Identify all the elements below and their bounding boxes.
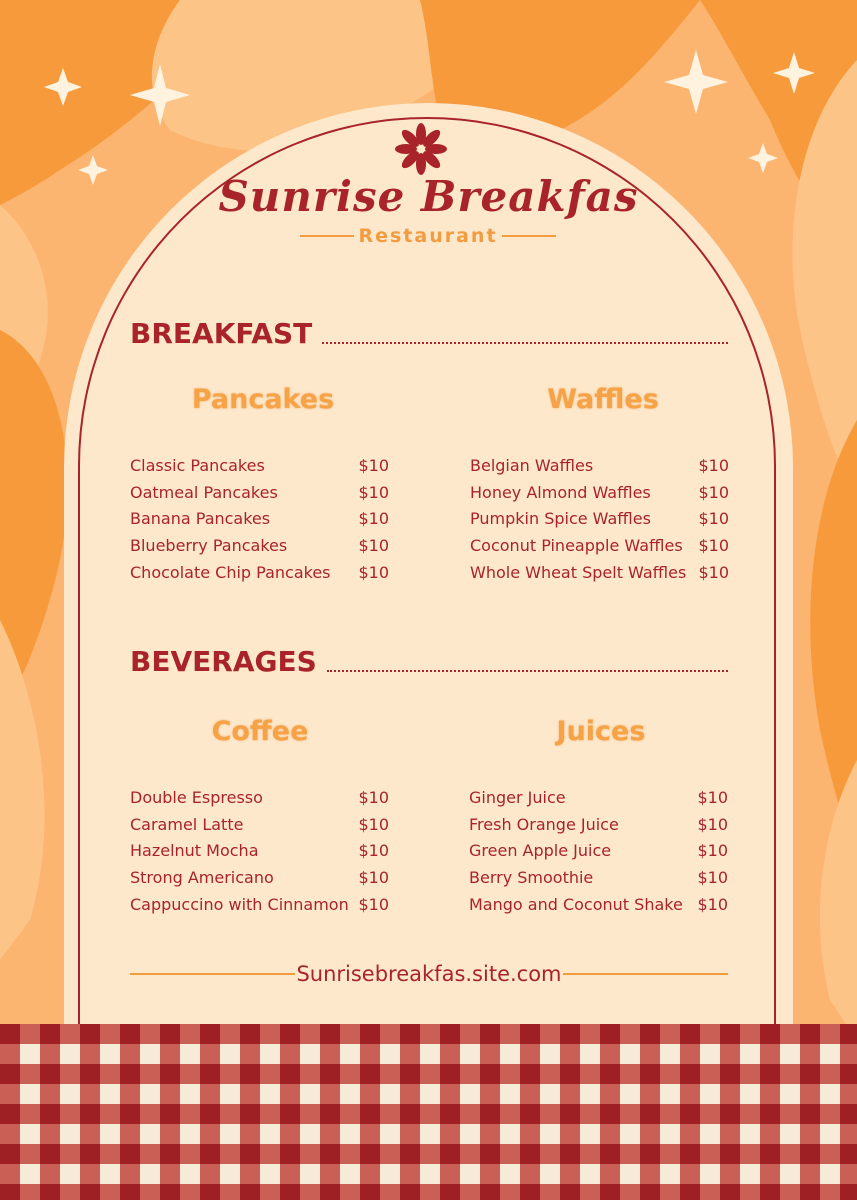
divider [130,973,295,975]
menu-item [130,841,389,868]
category-title-juices: Juices [556,716,646,747]
menu-item-name: Ginger Juice [469,788,566,807]
menu-item-price: $10 [697,814,728,834]
section-title: BREAKFAST [130,317,313,350]
menu-item-name: Belgian Waffles [470,456,594,475]
menu-list-waffles [470,456,729,589]
restaurant-tagline: Restaurant [358,225,498,247]
menu-item-name: Pumpkin Spice Waffles [470,509,651,529]
menu-item-name: Fresh Orange Juice [469,814,619,834]
website-link[interactable]: Sunrisebreakfas.site.com [296,962,562,986]
menu-item [470,456,729,483]
menu-item-price: $10 [697,894,728,914]
menu-item [130,788,389,815]
menu-item [469,868,728,895]
menu-item-price: $10 [358,841,389,861]
menu-item-price: $10 [358,482,389,502]
menu-item [130,509,389,536]
menu-item-price: $10 [358,562,389,582]
menu-item-name: Oatmeal Pancakes [130,482,278,502]
menu-list-coffee [130,788,389,921]
category-title-waffles: Waffles [547,384,659,415]
menu-item-price: $10 [697,841,728,861]
menu-item [130,563,389,590]
menu-item [469,788,728,815]
menu-item-price: $10 [358,536,389,556]
menu-item-name: Whole Wheat Spelt Waffles [470,562,687,582]
flower-icon [394,122,448,176]
menu-item [469,815,728,842]
footer [130,962,728,986]
menu-item [470,483,729,510]
menu-item-price: $10 [358,868,389,888]
menu-item [470,536,729,563]
category-title-pancakes: Pancakes [191,384,335,415]
menu-item-name: Mango and Coconut Shake [469,894,683,914]
menu-item [130,456,389,483]
menu-item-name: Blueberry Pancakes [130,536,288,556]
menu-item-name: Berry Smoothie [469,868,594,888]
menu-item-name: Caramel Latte [130,814,244,834]
menu-item [130,815,389,842]
menu-item [130,536,389,563]
divider [563,973,728,975]
gingham-tablecloth [0,1024,857,1200]
menu-item-name: Chocolate Chip Pancakes [130,562,331,582]
menu-item-price: $10 [358,814,389,834]
section-heading-breakfast [130,317,728,350]
arch-border [78,117,776,1077]
menu-item-name: Hazelnut Mocha [130,841,259,861]
menu-item-name: Green Apple Juice [469,841,612,861]
menu-item [469,895,728,922]
menu-item-name: Coconut Pineapple Waffles [470,536,683,556]
menu-item-price: $10 [358,509,389,529]
menu-item-name: Strong Americano [130,868,274,888]
divider [502,235,556,237]
restaurant-name: Sunrise Breakfas [218,172,639,221]
tagline-row [300,224,556,248]
category-title-coffee: Coffee [211,716,309,747]
menu-item-name: Classic Pancakes [130,456,265,475]
menu-item [470,563,729,590]
menu-item-price: $10 [358,456,389,475]
menu-item-name: Banana Pancakes [130,509,271,529]
menu-item-name: Double Espresso [130,788,263,807]
menu-list-juices [469,788,728,921]
menu-item-name: Cappuccino with Cinnamon [130,894,349,914]
menu-item-price: $10 [358,894,389,914]
menu-item [469,841,728,868]
menu-item-price: $10 [698,536,729,556]
dotted-leader [322,342,728,344]
dotted-leader [327,670,728,672]
menu-item-price: $10 [697,788,728,807]
menu-list-pancakes [130,456,389,589]
menu-item-price: $10 [698,456,729,475]
menu-item [130,868,389,895]
menu-item-price: $10 [697,868,728,888]
menu-item [470,509,729,536]
section-title: BEVERAGES [130,645,317,678]
menu-item-price: $10 [698,562,729,582]
menu-item-price: $10 [698,482,729,502]
divider [300,235,354,237]
menu-item [130,483,389,510]
menu-item [130,895,389,922]
menu-item-price: $10 [698,509,729,529]
menu-item-name: Honey Almond Waffles [470,482,651,502]
section-heading-beverages [130,645,728,678]
menu-item-price: $10 [358,788,389,807]
